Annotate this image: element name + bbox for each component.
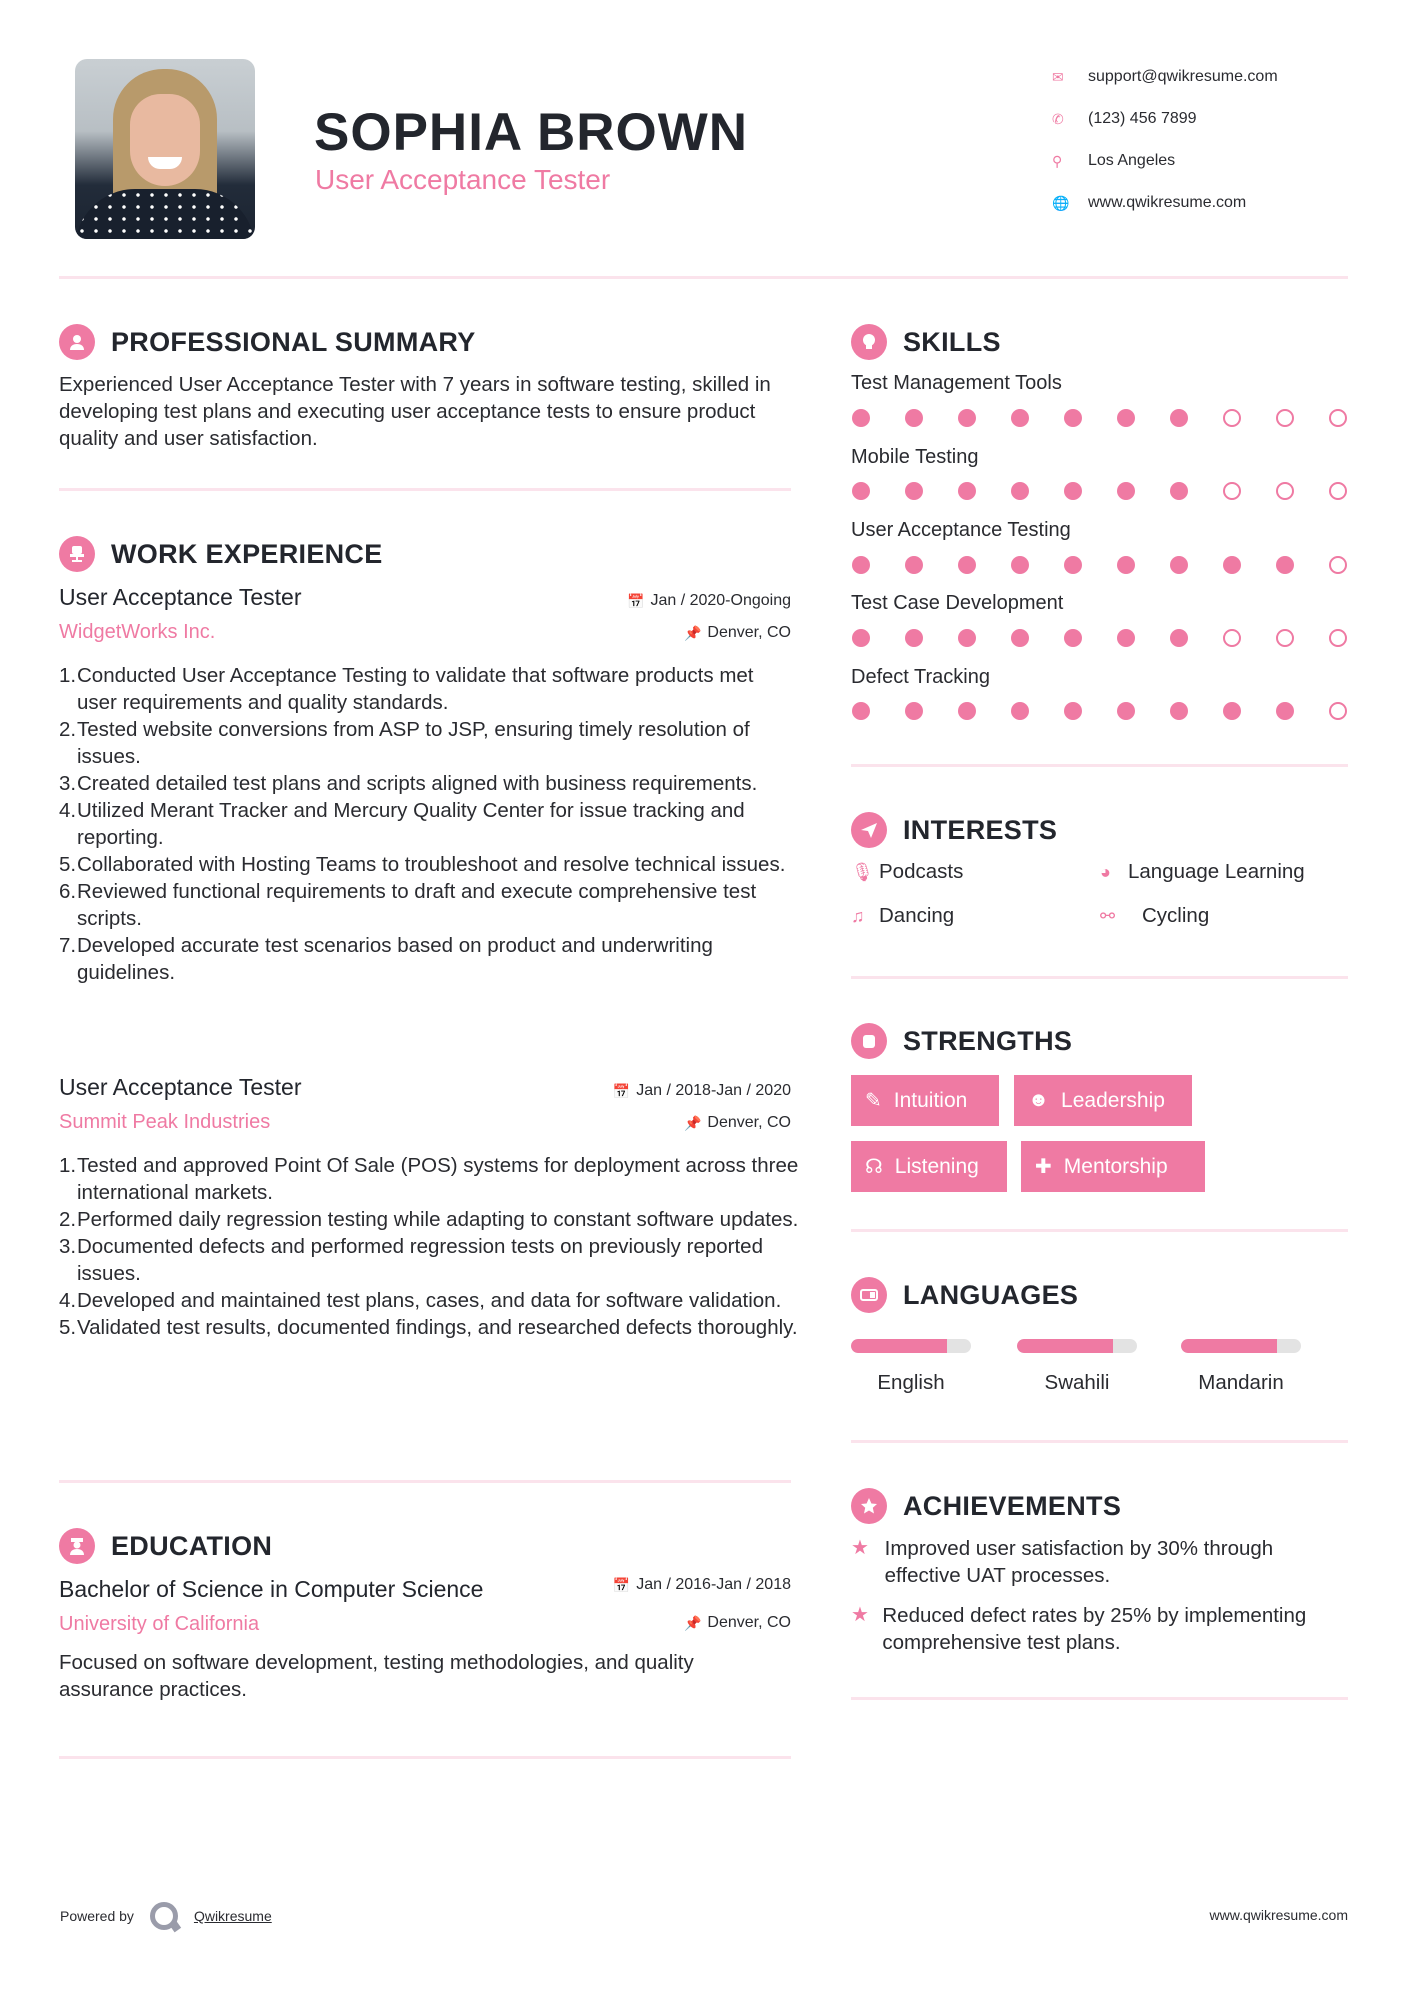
skill-rating — [852, 629, 1347, 647]
candidate-role: User Acceptance Tester — [315, 164, 611, 195]
skill-name: Test Case Development — [851, 592, 1064, 614]
contact-text: support@qwikresume.com — [1088, 68, 1278, 85]
strengths-heading: STRENGTHS — [851, 1023, 1072, 1059]
profile-photo — [75, 59, 255, 239]
contact-phone[interactable] — [1050, 98, 1278, 140]
contact-location — [1050, 140, 1278, 182]
section-divider — [59, 488, 791, 491]
strength-tag: ✎ Intuition — [851, 1075, 999, 1126]
raised-fist-icon — [851, 1023, 887, 1059]
skill-name: User Acceptance Testing — [851, 519, 1071, 541]
footer-url[interactable]: www.qwikresume.com — [1209, 1907, 1348, 1923]
education-location: 📌 Denver, CO — [683, 1614, 791, 1631]
achievement-item: ★ Reduced defect rates by 25% by implementing comprehensive test plans. — [851, 1604, 1307, 1654]
contact-text: (123) 456 7899 — [1088, 110, 1197, 127]
duty-item: Reviewed functional requirements to draft and execute comprehensive test scripts. — [77, 880, 757, 930]
section-divider — [851, 1440, 1348, 1443]
degree-title: Bachelor of Science in Computer Science — [59, 1576, 484, 1602]
language-bar-mandarin — [1181, 1339, 1301, 1353]
job-duties — [59, 1152, 799, 1341]
contact-text: www.qwikresume.com — [1088, 194, 1247, 211]
job-location: 📌 Denver, CO — [683, 624, 791, 641]
duty-item: Conducted User Acceptance Testing to validate that software products met user requirements and quality standards. — [77, 664, 754, 714]
duty-item: Created detailed test plans and scripts aligned with business requirements. — [77, 772, 758, 795]
graduate-icon — [59, 1528, 95, 1564]
interests-heading: INTERESTS — [851, 812, 1057, 848]
header-divider — [59, 276, 1348, 279]
duty-item: Tested and approved Point Of Sale (POS) systems for deployment across three international markets. — [77, 1154, 799, 1204]
headphones-icon: ☊ — [865, 1156, 883, 1178]
section-divider — [59, 1480, 791, 1483]
paper-plane-icon — [851, 812, 887, 848]
music-note-icon: ♫ — [851, 905, 865, 926]
job-dates: 📅 Jan / 2018-Jan / 2020 — [612, 1082, 791, 1099]
section-divider — [851, 976, 1348, 979]
duty-item: Validated test results, documented findings, and researched defects thoroughly. — [77, 1316, 798, 1339]
map-pin-icon: ⚲ — [1052, 152, 1063, 169]
shooting-star-icon: ★ — [851, 1604, 869, 1626]
globe-icon: ◕ — [1100, 861, 1111, 882]
language-bar-english — [851, 1339, 971, 1353]
interest-item: ◕ Language Learning — [1100, 860, 1305, 883]
user-icon — [59, 324, 95, 360]
office-chair-icon — [59, 536, 95, 572]
skill-rating — [852, 482, 1347, 500]
education-description: Focused on software development, testing methodologies, and quality assurance practices. — [59, 1651, 694, 1701]
strength-tag: ☊ Listening — [851, 1141, 1007, 1192]
calendar-icon: 📅 — [612, 1576, 631, 1593]
qwikresume-logo-icon — [150, 1902, 178, 1930]
bicycle-icon: ⚯ — [1100, 905, 1116, 926]
summary-text: Experienced User Acceptance Tester with 7 years in software testing, skilled in developing test plans and executing user acceptance tests to ensure product quality and user satisfaction. — [59, 373, 771, 450]
school-name: University of California — [59, 1613, 260, 1635]
job-dates: 📅 Jan / 2020-Ongoing — [627, 592, 791, 609]
achievements-heading: ACHIEVEMENTS — [851, 1488, 1121, 1524]
section-divider — [59, 1756, 791, 1759]
job-title: User Acceptance Tester — [59, 584, 302, 610]
language-name: Swahili — [1044, 1371, 1110, 1394]
contact-website[interactable] — [1050, 182, 1278, 224]
candidate-name: SOPHIA BROWN — [314, 103, 749, 162]
pushpin-icon: 📌 — [683, 1614, 702, 1631]
skill-name: Test Management Tools — [851, 372, 1062, 394]
duty-item: Collaborated with Hosting Teams to troubleshoot and resolve technical issues. — [77, 853, 786, 876]
magic-wand-icon: ✎ — [865, 1090, 882, 1112]
skill-name: Defect Tracking — [851, 666, 990, 688]
users-icon: ☻ — [1028, 1089, 1050, 1111]
calendar-icon: 📅 — [612, 1082, 631, 1099]
skill-rating — [852, 702, 1347, 720]
skill-rating — [852, 556, 1347, 574]
pushpin-icon: 📌 — [683, 624, 702, 641]
achievement-item: ★ Improved user satisfaction by 30% through effective UAT processes. — [851, 1537, 1274, 1587]
section-divider — [851, 764, 1348, 767]
skill-rating — [852, 409, 1347, 427]
interest-item: 🎙 Podcasts — [851, 860, 964, 883]
section-divider — [851, 1229, 1348, 1232]
star-badge-icon — [851, 1488, 887, 1524]
duty-item: Developed and maintained test plans, cases, and data for software validation. — [77, 1289, 782, 1312]
globe-icon: 🌐 — [1052, 194, 1070, 211]
shooting-star-icon: ★ — [851, 1537, 869, 1559]
section-divider — [851, 1697, 1348, 1700]
phone-icon: ✆ — [1052, 110, 1064, 127]
strength-tag: ✚ Mentorship — [1021, 1141, 1205, 1192]
language-bar-swahili — [1017, 1339, 1137, 1353]
job-location: 📌 Denver, CO — [683, 1114, 791, 1131]
languages-heading: LANGUAGES — [851, 1277, 1078, 1313]
language-name: Mandarin — [1198, 1371, 1284, 1394]
job-duties — [59, 662, 794, 986]
calendar-icon: 📅 — [627, 592, 645, 609]
translate-icon — [851, 1277, 887, 1313]
strength-tag: ☻ Leadership — [1014, 1075, 1192, 1126]
duty-item: Documented defects and performed regression tests on previously reported issues. — [77, 1235, 763, 1285]
skills-heading: SKILLS — [851, 324, 1001, 360]
envelope-icon: ✉ — [1052, 68, 1064, 85]
contact-email[interactable] — [1050, 56, 1278, 98]
job-title: User Acceptance Tester — [59, 1074, 302, 1100]
summary-heading: PROFESSIONAL SUMMARY — [59, 324, 476, 360]
education-heading: EDUCATION — [59, 1528, 272, 1564]
powered-by: Powered by Qwikresume — [60, 1902, 272, 1930]
job-company: Summit Peak Industries — [59, 1111, 271, 1133]
interest-item: ♫ Dancing — [851, 904, 955, 927]
pushpin-icon: 📌 — [683, 1114, 702, 1131]
language-name: English — [877, 1371, 945, 1394]
microphone-icon: 🎙 — [851, 861, 874, 882]
lightbulb-icon — [851, 324, 887, 360]
education-dates: 📅 Jan / 2016-Jan / 2018 — [612, 1576, 791, 1593]
contact-text: Los Angeles — [1088, 152, 1176, 169]
user-plus-icon: ✚ — [1035, 1156, 1052, 1178]
skill-name: Mobile Testing — [851, 446, 979, 468]
job-company: WidgetWorks Inc. — [59, 621, 216, 643]
duty-item: Performed daily regression testing while adapting to constant software updates. — [77, 1208, 799, 1231]
duty-item: Tested website conversions from ASP to JSP, ensuring timely resolution of issues. — [77, 718, 750, 768]
contact-list — [1050, 56, 1278, 224]
interest-item: ⚯ Cycling — [1100, 904, 1210, 927]
duty-item: Utilized Merant Tracker and Mercury Quality Center for issue tracking and reporting. — [77, 799, 745, 849]
experience-heading: WORK EXPERIENCE — [59, 536, 383, 572]
duty-item: Developed accurate test scenarios based on product and underwriting guidelines. — [77, 934, 713, 984]
qwikresume-link[interactable]: Qwikresume — [193, 1908, 272, 1924]
